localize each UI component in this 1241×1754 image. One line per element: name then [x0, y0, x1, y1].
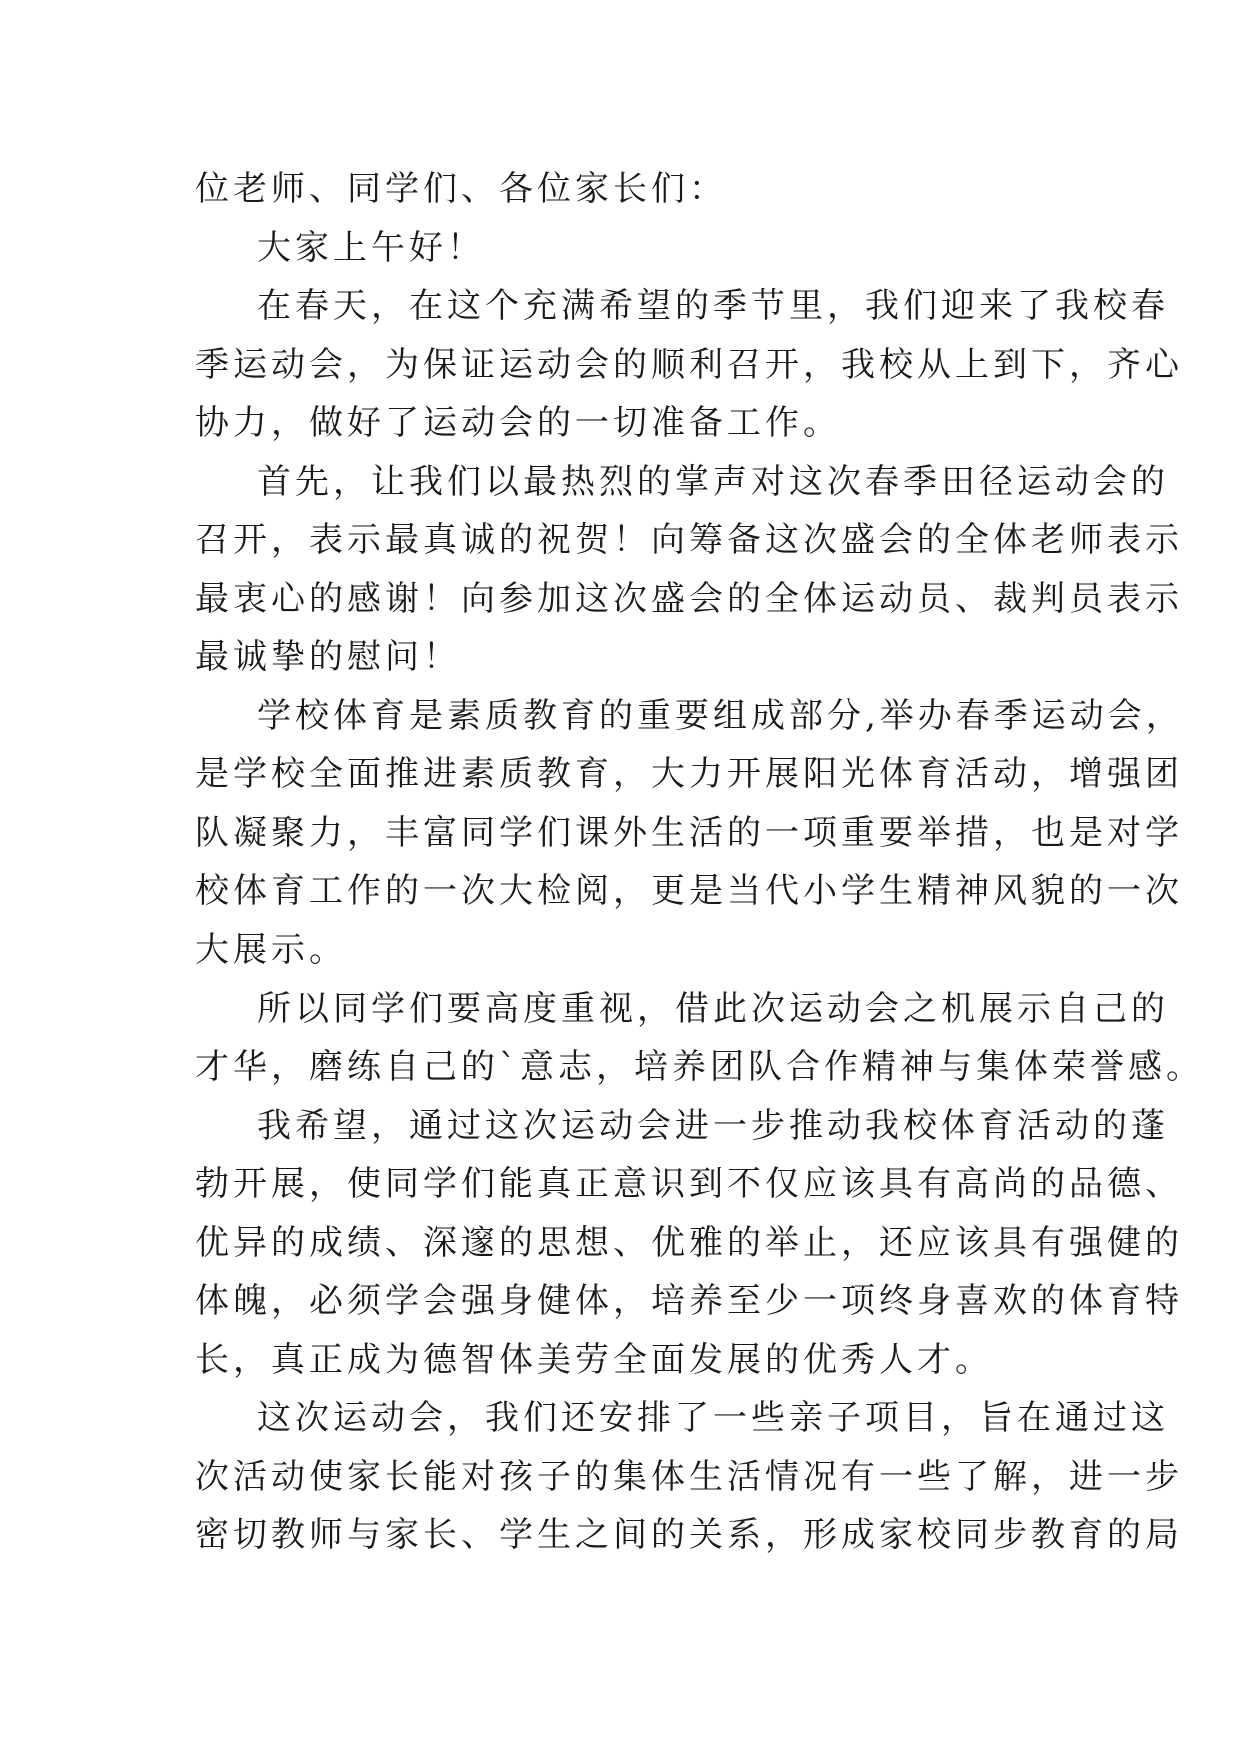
- paragraph-3-line-2: 是学校全面推进素质教育，大力开展阳光体育活动，增强团: [195, 754, 1183, 794]
- paragraph-5-line-5: 长，真正成为德智体美劳全面发展的优秀人才。: [195, 1340, 993, 1380]
- paragraph-5-line-3: 优异的成绩、深邃的思想、优雅的举止，还应该具有强健的: [195, 1223, 1183, 1263]
- paragraph-4-line-2: 才华，磨练自己的`意志，培养团队合作精神与集体荣誉感。: [195, 1047, 1204, 1087]
- paragraph-4-line-1: 所以同学们要高度重视，借此次运动会之机展示自己的: [257, 989, 1169, 1029]
- salutation-line: 位老师、同学们、各位家长们：: [195, 169, 727, 209]
- paragraph-2-line-4: 最诚挚的慰问！: [195, 637, 461, 677]
- paragraph-1-line-1: 在春天，在这个充满希望的季节里，我们迎来了我校春: [257, 286, 1169, 326]
- paragraph-2-line-1: 首先，让我们以最热烈的掌声对这次春季田径运动会的: [257, 462, 1169, 502]
- paragraph-2-line-3: 最衷心的感谢！向参加这次盛会的全体运动员、裁判员表示: [195, 579, 1183, 619]
- paragraph-6-line-3: 密切教师与家长、学生之间的关系，形成家校同步教育的局: [195, 1515, 1183, 1555]
- paragraph-1-line-3: 协力，做好了运动会的一切准备工作。: [195, 403, 841, 443]
- greeting-line: 大家上午好！: [257, 228, 485, 268]
- paragraph-3-line-3: 队凝聚力，丰富同学们课外生活的一项重要举措，也是对学: [195, 813, 1183, 853]
- paragraph-5-line-4: 体魄，必须学会强身健体，培养至少一项终身喜欢的体育特: [195, 1281, 1183, 1321]
- paragraph-5-line-2: 勃开展，使同学们能真正意识到不仅应该具有高尚的品德、: [195, 1164, 1183, 1204]
- paragraph-1-line-2: 季运动会，为保证运动会的顺利召开，我校从上到下，齐心: [195, 345, 1183, 385]
- paragraph-3-line-1: 学校体育是素质教育的重要组成部分,举办春季运动会，: [257, 696, 1184, 736]
- paragraph-3-line-4: 校体育工作的一次大检阅，更是当代小学生精神风貌的一次: [195, 871, 1183, 911]
- paragraph-6-line-2: 次活动使家长能对孩子的集体生活情况有一些了解，进一步: [195, 1457, 1183, 1497]
- paragraph-6-line-1: 这次运动会，我们还安排了一些亲子项目，旨在通过这: [257, 1398, 1169, 1438]
- paragraph-5-line-1: 我希望，通过这次运动会进一步推动我校体育活动的蓬: [257, 1106, 1169, 1146]
- paragraph-2-line-2: 召开，表示最真诚的祝贺！向筹备这次盛会的全体老师表示: [195, 520, 1183, 560]
- paragraph-3-line-5: 大展示。: [195, 930, 347, 970]
